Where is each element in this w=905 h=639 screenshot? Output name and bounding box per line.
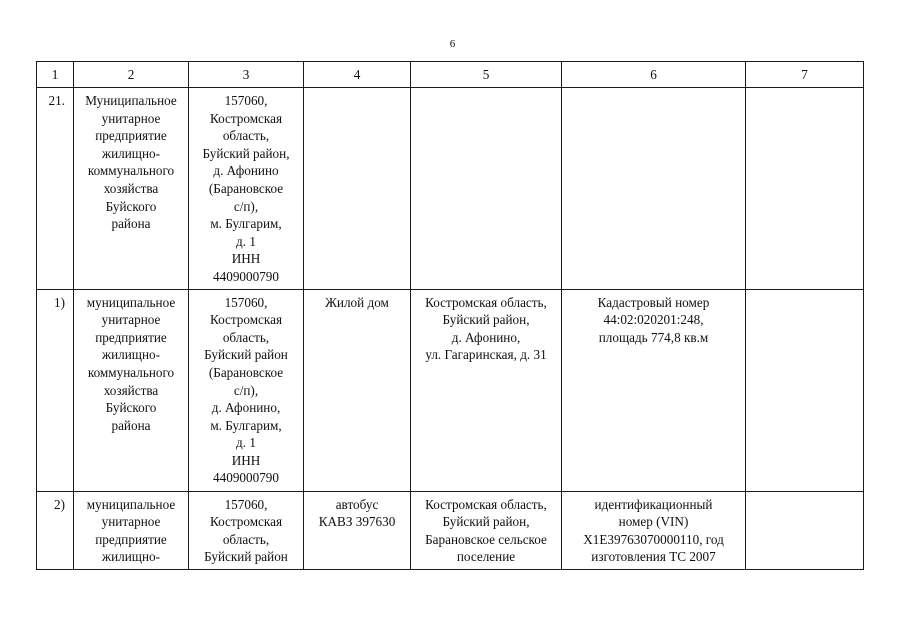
- cell-text-line: унитарное: [101, 312, 161, 328]
- cell-text-line: Буйский район,: [442, 312, 530, 328]
- object-details-cell: [562, 88, 746, 290]
- cell-text-line: д. Афонино,: [451, 329, 521, 345]
- cell-text-line: с/п),: [233, 382, 259, 398]
- cell-text-line: (Барановское: [208, 180, 284, 196]
- row-number: 2): [37, 491, 74, 569]
- cell-text-line: жилищно-: [101, 549, 160, 565]
- cell-text-line: 157060,: [224, 294, 268, 310]
- cell-text-line: область,: [222, 128, 270, 144]
- cell-text-line: Барановское сельское: [425, 531, 547, 547]
- cell-text-line: изготовления ТС 2007: [591, 549, 716, 565]
- object-location-cell: [411, 491, 562, 569]
- table-row: [37, 289, 864, 491]
- property-register-table: [36, 61, 864, 570]
- cell-text-line: Буйский район: [204, 347, 288, 363]
- cell-text-line: Буйского: [105, 400, 157, 416]
- column-number-3: 3: [189, 62, 304, 88]
- cell-text-line: жилищно-: [101, 347, 160, 363]
- object-name-cell: [304, 289, 411, 491]
- cell-text-line: ИНН: [231, 251, 261, 267]
- cell-text-line: номер (VIN): [618, 514, 689, 530]
- cell-text-line: д. 1: [236, 435, 256, 451]
- cell-text-line: 157060,: [224, 496, 268, 512]
- cell-text-line: д. Афонино: [213, 163, 279, 179]
- cell-text-line: Костромская: [209, 110, 283, 126]
- cell-text-line: муниципальное: [86, 294, 176, 310]
- row-number: 21.: [37, 88, 74, 290]
- cell-text-line: (Барановское: [208, 364, 284, 380]
- cell-text-line: района: [111, 216, 151, 232]
- cell-text-line: предприятие: [95, 329, 167, 345]
- table-row: [37, 491, 864, 569]
- organization-name-cell: [74, 491, 189, 569]
- object-details-cell: [562, 289, 746, 491]
- organization-address-cell: [189, 88, 304, 290]
- cell-text-line: КАВЗ 397630: [318, 514, 396, 530]
- organization-address-cell: [189, 491, 304, 569]
- cell-text-line: хозяйства: [103, 180, 159, 196]
- cell-text-line: Жилой дом: [325, 294, 389, 310]
- cell-text-line: коммунального: [87, 163, 175, 179]
- cell-text-line: с/п),: [233, 198, 259, 214]
- cell-text-line: д. 1: [236, 233, 256, 249]
- column-number-6: 6: [562, 62, 746, 88]
- object-location-cell: [411, 88, 562, 290]
- cell-text-line: 157060,: [224, 93, 268, 108]
- column-7-cell: [746, 289, 864, 491]
- cell-text-line: Костромская область,: [425, 496, 547, 512]
- cell-text-line: м. Булгарим,: [210, 216, 282, 232]
- column-number-2: 2: [74, 62, 189, 88]
- cell-text-line: Буйский район,: [202, 145, 290, 161]
- cell-text-line: 4409000790: [213, 268, 279, 284]
- cell-text-line: X1E39763070000110, год: [583, 531, 724, 547]
- column-number-4: 4: [304, 62, 411, 88]
- cell-text-line: Муниципальное: [85, 93, 177, 108]
- cell-text-line: Костромская область,: [425, 294, 547, 310]
- object-name-cell: [304, 491, 411, 569]
- column-number-row: [37, 62, 864, 88]
- cell-text-line: унитарное: [101, 514, 161, 530]
- cell-text-line: предприятие: [95, 531, 167, 547]
- cell-text-line: м. Булгарим,: [210, 417, 282, 433]
- column-number-5: 5: [411, 62, 562, 88]
- cell-text-line: предприятие: [95, 128, 167, 144]
- cell-text-line: Буйского: [105, 198, 157, 214]
- organization-name-cell: [74, 289, 189, 491]
- column-7-cell: [746, 88, 864, 290]
- cell-text-line: область,: [222, 531, 270, 547]
- cell-text-line: площадь 774,8 кв.м: [598, 329, 709, 345]
- cell-text-line: ул. Гагаринская, д. 31: [425, 347, 547, 363]
- cell-text-line: Кадастровый номер: [597, 294, 710, 310]
- column-7-cell: [746, 491, 864, 569]
- cell-text-line: жилищно-: [101, 145, 160, 161]
- organization-address-cell: [189, 289, 304, 491]
- cell-text-line: Буйский район,: [442, 514, 530, 530]
- organization-name-cell: [74, 88, 189, 290]
- table-row: [37, 88, 864, 290]
- cell-text-line: Буйский район: [204, 549, 288, 565]
- cell-text-line: коммунального: [87, 364, 175, 380]
- column-number-1: 1: [37, 62, 74, 88]
- cell-text-line: унитарное: [101, 110, 161, 126]
- cell-text-line: область,: [222, 329, 270, 345]
- cell-text-line: района: [111, 417, 151, 433]
- cell-text-line: муниципальное: [86, 496, 176, 512]
- object-location-cell: [411, 289, 562, 491]
- object-details-cell: [562, 491, 746, 569]
- cell-text-line: 44:02:020201:248,: [603, 312, 704, 328]
- cell-text-line: 4409000790: [213, 470, 279, 486]
- object-name-cell: [304, 88, 411, 290]
- row-number: 1): [37, 289, 74, 491]
- cell-text-line: ИНН: [231, 452, 261, 468]
- page-number: 6: [449, 38, 456, 50]
- cell-text-line: Костромская: [209, 312, 283, 328]
- cell-text-line: Костромская: [209, 514, 283, 530]
- cell-text-line: д. Афонино,: [211, 400, 281, 416]
- cell-text-line: идентификационный: [594, 496, 713, 512]
- cell-text-line: автобус: [335, 496, 379, 512]
- cell-text-line: поселение: [456, 549, 516, 565]
- column-number-7: 7: [746, 62, 864, 88]
- cell-text-line: хозяйства: [103, 382, 159, 398]
